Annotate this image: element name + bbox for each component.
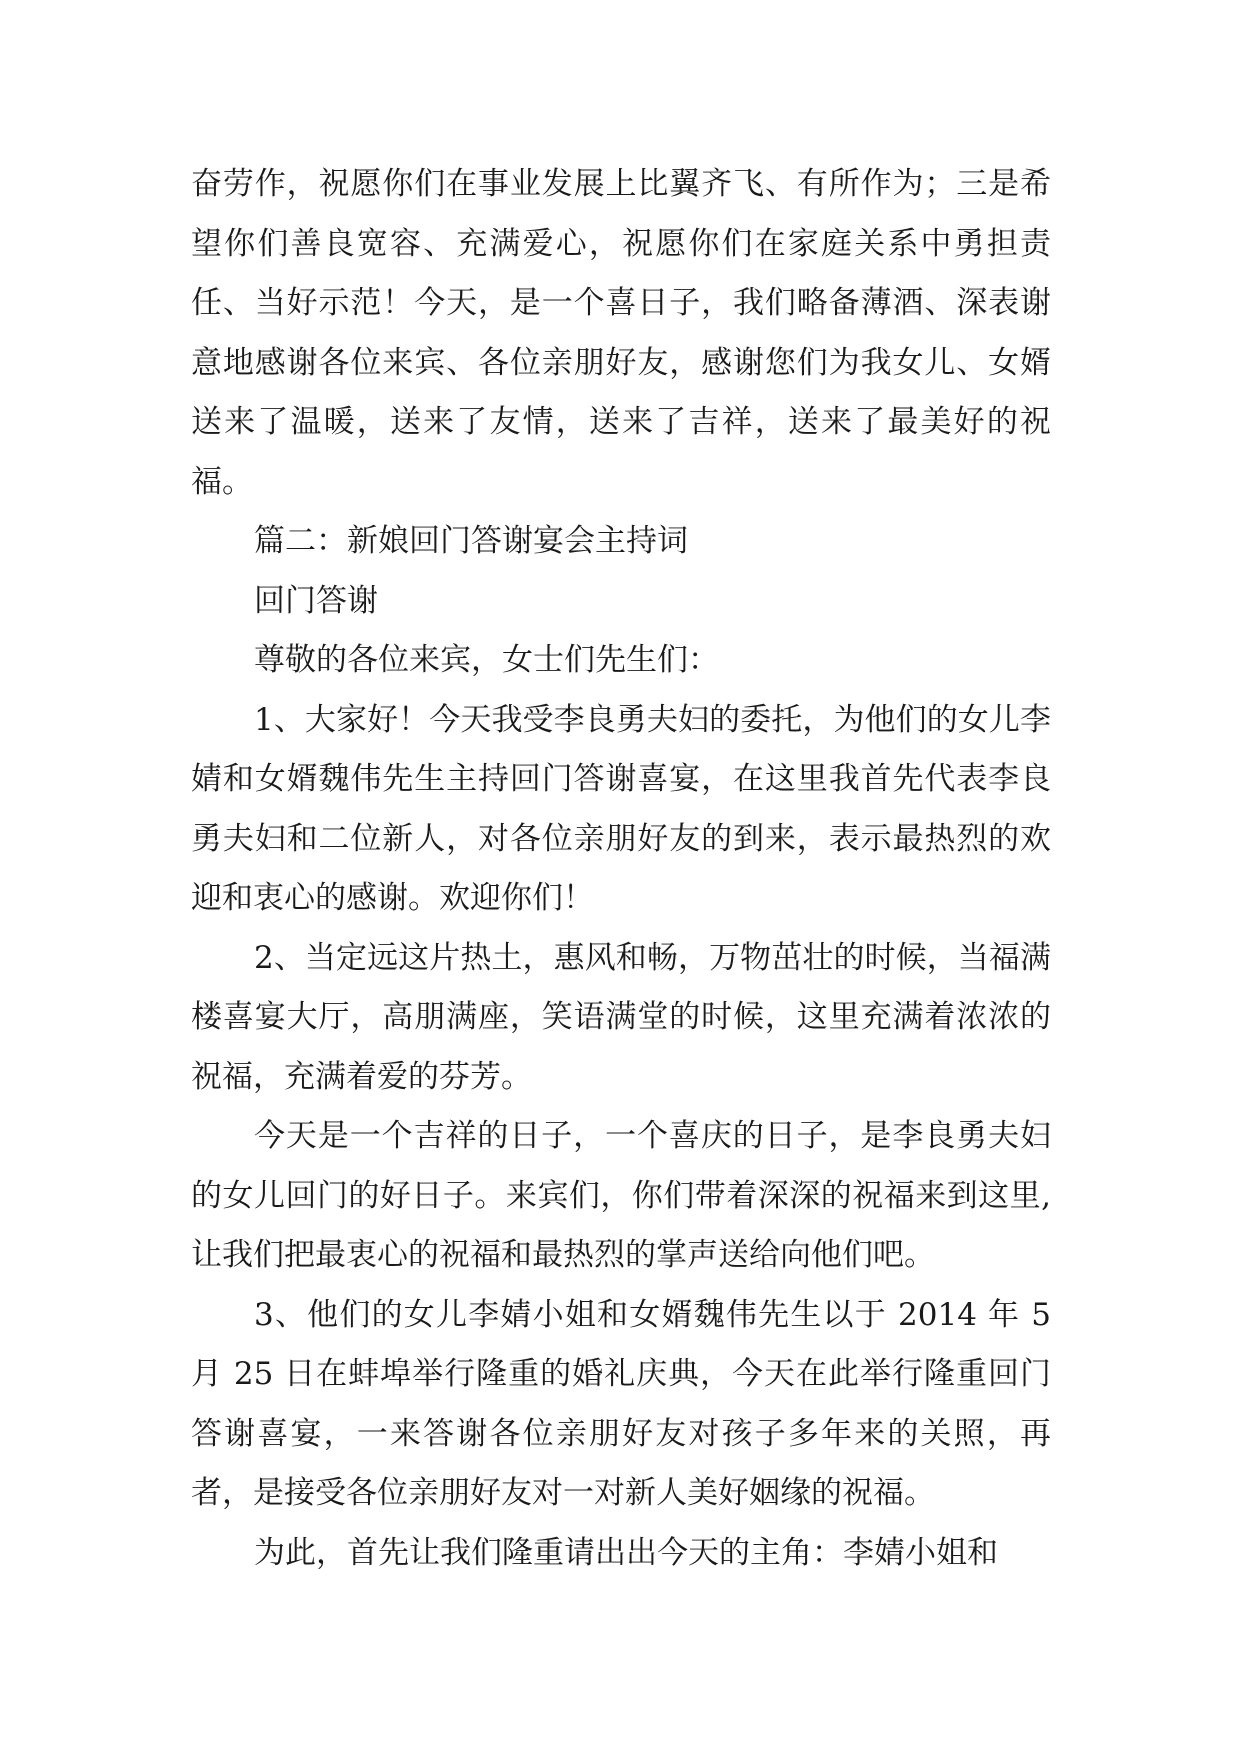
subtitle: 回门答谢 (254, 582, 378, 619)
paragraph-intro: 为此，首先让我们隆重请出出今天的主角：李婧小姐和 (254, 1534, 998, 1571)
paragraph-today: 今天是一个吉祥的日子，一个喜庆的日子，是李良勇夫妇的女儿回门的好日子。来宾们，你们带着深深的祝福来到这里,让我们把最衷心的祝福和最热烈的掌声送给向他们吧。 (191, 1118, 1051, 1273)
paragraph-2: 2、当定远这片热土，惠风和畅，万物茁壮的时候，当福满楼喜宴大厅，高朋满座，笑语满堂的时候，这里充满着浓浓的祝福，充满着爱的芬芳。 (191, 939, 1051, 1095)
paragraph-3: 3、他们的女儿李婧小姐和女婿魏伟先生以于 2014 年 5 月 25 日在蚌埠举行隆重的婚礼庆典，今天在此举行隆重回门答谢喜宴，一来答谢各位亲朋好友对孩子多年来的关照，再者，是接受各位亲朋好友对一对新人美好姻缘的祝福。 (191, 1296, 1051, 1511)
salutation: 尊敬的各位来宾，女士们先生们： (254, 642, 719, 678)
paragraph-blessing: 奋劳作，祝愿你们在事业发展上比翼齐飞、有所作为；三是希望你们善良宽容、充满爱心，祝愿你们在家庭关系中勇担责任、当好示范！今天，是一个喜日子，我们略备薄酒、深表谢意地感谢各位来宾、各位亲朋好友，感谢您们为我女儿、女婿送来了温暖，送来了友情，送来了吉祥，送来了最美好的祝福。 (191, 166, 1051, 500)
document-body (191, 155, 1051, 1583)
section-heading: 篇二：新娘回门答谢宴会主持词 (254, 523, 688, 559)
paragraph-1: 1、大家好！今天我受李良勇夫妇的委托，为他们的女儿李婧和女婿魏伟先生主持回门答谢喜宴，在这里我首先代表李良勇夫妇和二位新人，对各位亲朋好友的到来，表示最热烈的欢迎和衷心的感谢。欢迎你们！ (191, 701, 1051, 916)
